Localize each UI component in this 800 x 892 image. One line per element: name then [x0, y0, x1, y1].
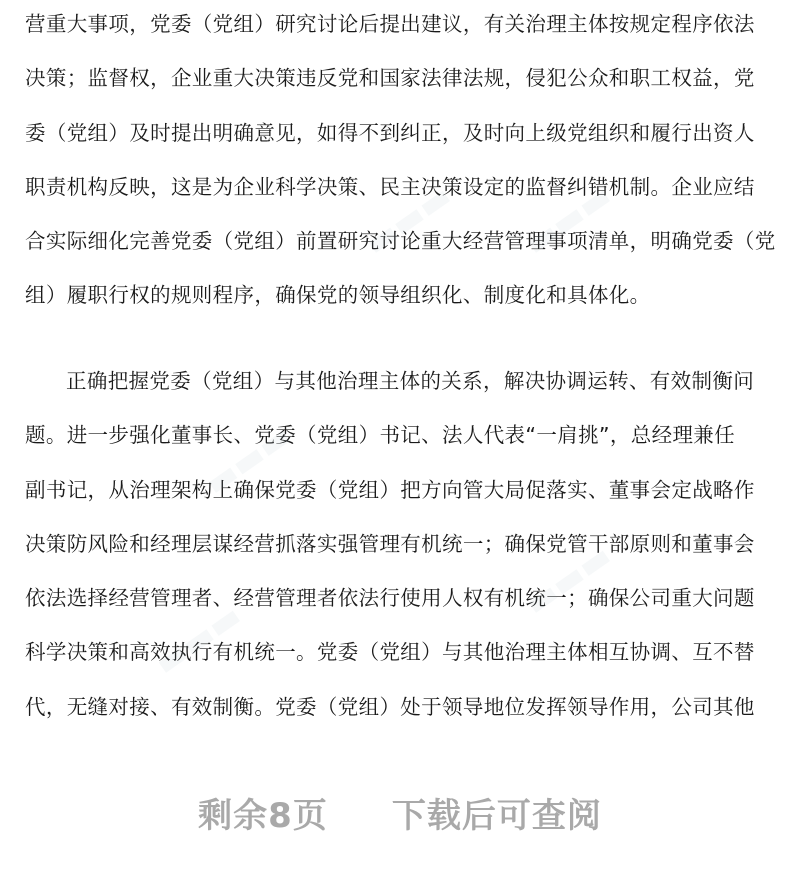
text-line: 副书记，从治理架构上确保党委（党组）把方向管大局促落实、董事会定战略作: [25, 477, 755, 502]
download-banner[interactable]: [0, 786, 800, 846]
text-line: 合实际细化完善党委（党组）前置研究讨论重大经营管理事项清单，明确党委（党: [25, 229, 776, 254]
paragraph-1: [25, 0, 785, 323]
text-line: 组）履职行权的规则程序，确保党的领导组织化、制度化和具体化。: [25, 283, 651, 308]
text-line: 题。进一步强化董事长、党委（党组）书记、法人代表“一肩挑”，总经理兼任: [25, 423, 735, 448]
paragraph-2: [25, 354, 785, 734]
text-line: 职责机构反映，这是为企业科学决策、民主决策设定的监督纠错机制。企业应结: [25, 174, 755, 199]
text-line: 营重大事项，党委（党组）研究讨论后提出建议，有关治理主体按规定程序依法: [25, 12, 755, 36]
watermark-mark: ▬▬▬: [197, 415, 300, 505]
watermark-mark: ▬▬▬: [517, 535, 620, 625]
text-line: 决策；监督权，企业重大决策违反党和国家法律法规，侵犯公众和职工权益，党: [25, 66, 755, 91]
text-line: 依法选择经营管理者、经营管理者依法行使用人权有机统一；确保公司重大问题: [25, 586, 755, 611]
watermark-mark: ▬▬▬: [517, 175, 620, 265]
download-prompt-label[interactable]: 下载后可查阅: [391, 796, 602, 836]
watermark-mark: ▬▬▬: [147, 595, 250, 685]
text-line: 科学决策和高效执行有机统一。党委（党组）与其他治理主体相互协调、互不替: [25, 640, 755, 665]
text-line: 正确把握党委（党组）与其他治理主体的关系，解决协调运转、有效制衡问: [66, 369, 755, 393]
watermark-mark: ▬▬▬: [357, 175, 460, 265]
remaining-pages-label: 剩余8页: [198, 796, 328, 836]
text-line: 决策防风险和经理层谋经营抓落实强管理有机统一；确保党管干部原则和董事会: [25, 531, 755, 556]
text-line: 委（党组）及时提出明确意见，如得不到纠正，及时向上级党组织和履行出资人: [25, 120, 755, 145]
text-line: 代，无缝对接、有效制衡。党委（党组）处于领导地位发挥领导作用，公司其他: [25, 694, 755, 719]
